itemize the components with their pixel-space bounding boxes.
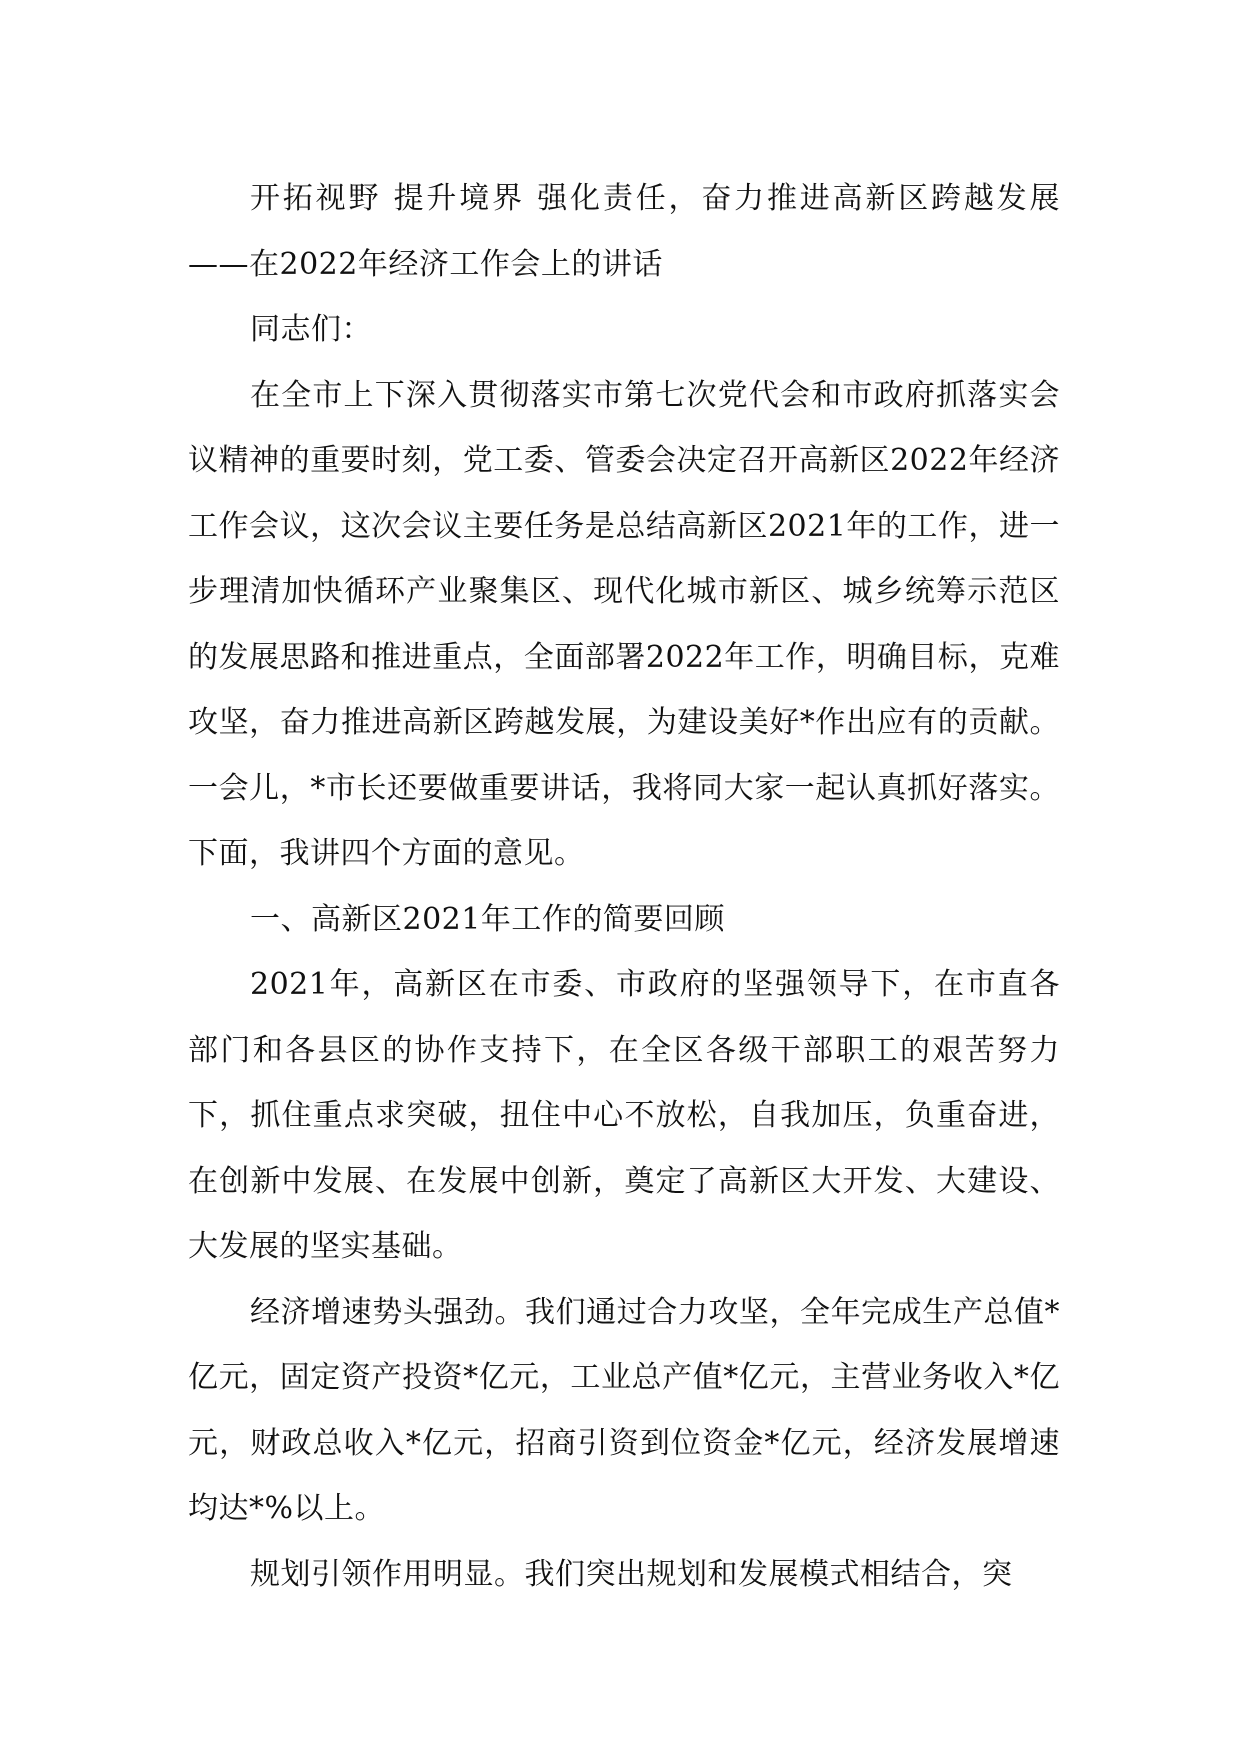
paragraph-economy: 经济增速势头强劲。我们通过合力攻坚，全年完成生产总值*亿元，固定资产投资*亿元，工业总产值*亿元，主营业务收入*亿元，财政总收入*亿元，招商引资到位资金*亿元，经济发展增速均达*%以上。 — [188, 1294, 1060, 1526]
paragraph-planning: 规划引领作用明显。我们突出规划和发展模式相结合，突 — [250, 1556, 1013, 1592]
paragraph-intro: 在全市上下深入贯彻落实市第七次党代会和市政府抓落实会议精神的重要时刻，党工委、管委会决定召开高新区2022年经济工作会议，这次会议主要任务是总结高新区2021年的工作，进一步理清加快循环产业聚集区、现代化城市新区、城乡统筹示范区的发展思路和推进重点，全面部署2022年工作，明确目标，克难攻坚，奋力推进高新区跨越发展，为建设美好*作出应有的贡献。一会儿，*市长还要做重要讲话，我将同大家一起认真抓好落实。下面，我讲四个方面的意见。 — [188, 377, 1060, 871]
salutation: 同志们： — [250, 312, 372, 347]
document-body — [188, 166, 1060, 1607]
document-title: 开拓视野 提升境界 强化责任，奋力推进高新区跨越发展——在2022年经济工作会上的讲话 — [188, 181, 1060, 282]
section-heading: 一、高新区2021年工作的简要回顾 — [250, 901, 725, 937]
paragraph-review: 2021年，高新区在市委、市政府的坚强领导下，在市直各部门和各县区的协作支持下，在全区各级干部职工的艰苦努力下，抓住重点求突破，扭住中心不放松，自我加压，负重奋进，在创新中发展、在发展中创新，奠定了高新区大开发、大建设、大发展的坚实基础。 — [188, 967, 1060, 1264]
